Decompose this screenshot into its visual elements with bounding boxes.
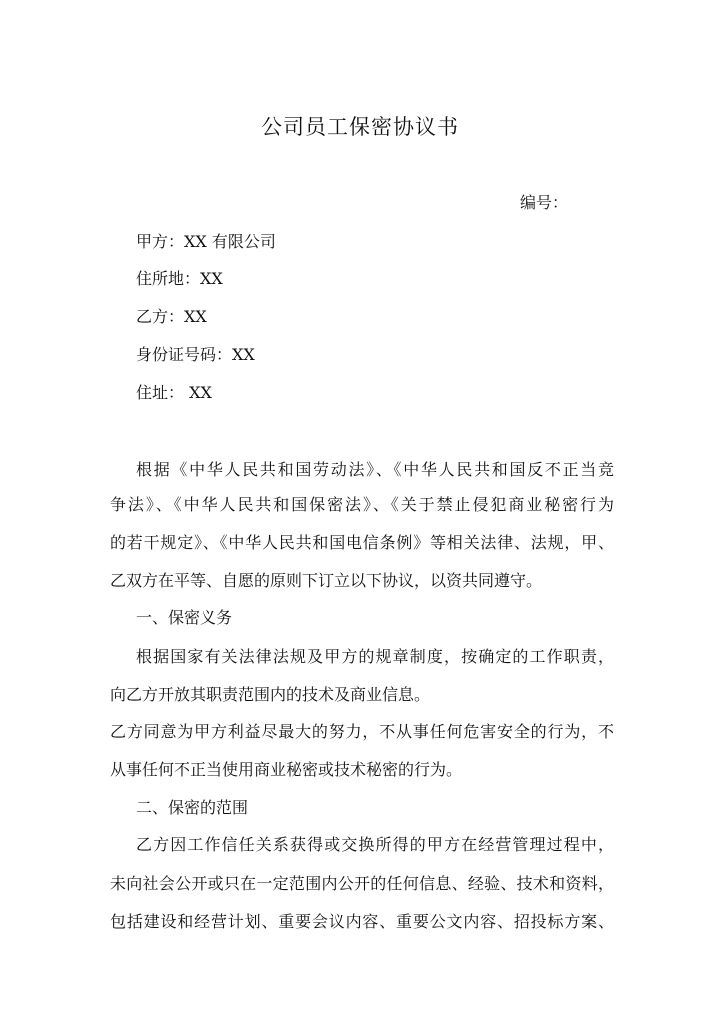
party-a-address: 住所地：XX [136,269,223,288]
document-title: 公司员工保密协议书 [261,115,459,139]
section-2-heading: 二、保密的范围 [136,798,249,817]
preamble-line: 乙双方在平等、自愿的原则下订立以下协议，以资共同遵守。 [110,571,543,590]
section-2-line: 乙方因工作信任关系获得或交换所得的甲方在经营管理过程中， [136,835,614,854]
party-b-address: 住址： XX [136,383,212,402]
section-1-line: 向乙方开放其职责范围内的技术及商业信息。 [110,685,431,704]
party-b-id-number: 身份证号码：XX [136,345,255,364]
section-1-line: 从事任何不正当使用商业秘密或技术秘密的行为。 [110,760,463,779]
preamble-line: 根据《中华人民共和国劳动法》、《中华人民共和国反不正当竞 [136,460,614,479]
section-1-heading: 一、保密义务 [136,608,233,627]
party-a: 甲方：XX 有限公司 [136,232,276,251]
document-number-label: 编号： [520,193,569,212]
section-2-line: 未向社会公开或只在一定范围内公开的任何信息、经验、技术和资料， [110,874,614,893]
preamble-line: 争法》、《中华人民共和国保密法》、《关于禁止侵犯商业秘密行为 [110,495,614,514]
section-2-line: 包括建设和经营计划、重要会议内容、重要公文内容、招投标方案、 [110,912,614,931]
section-1-line: 根据国家有关法律法规及甲方的规章制度，按确定的工作职责， [136,647,614,666]
party-b: 乙方：XX [136,307,207,326]
preamble-line: 的若干规定》、《中华人民共和国电信条例》等相关法律、法规，甲、 [110,533,614,552]
section-1-line: 乙方同意为甲方利益尽最大的努力，不从事任何危害安全的行为，不 [110,722,614,741]
